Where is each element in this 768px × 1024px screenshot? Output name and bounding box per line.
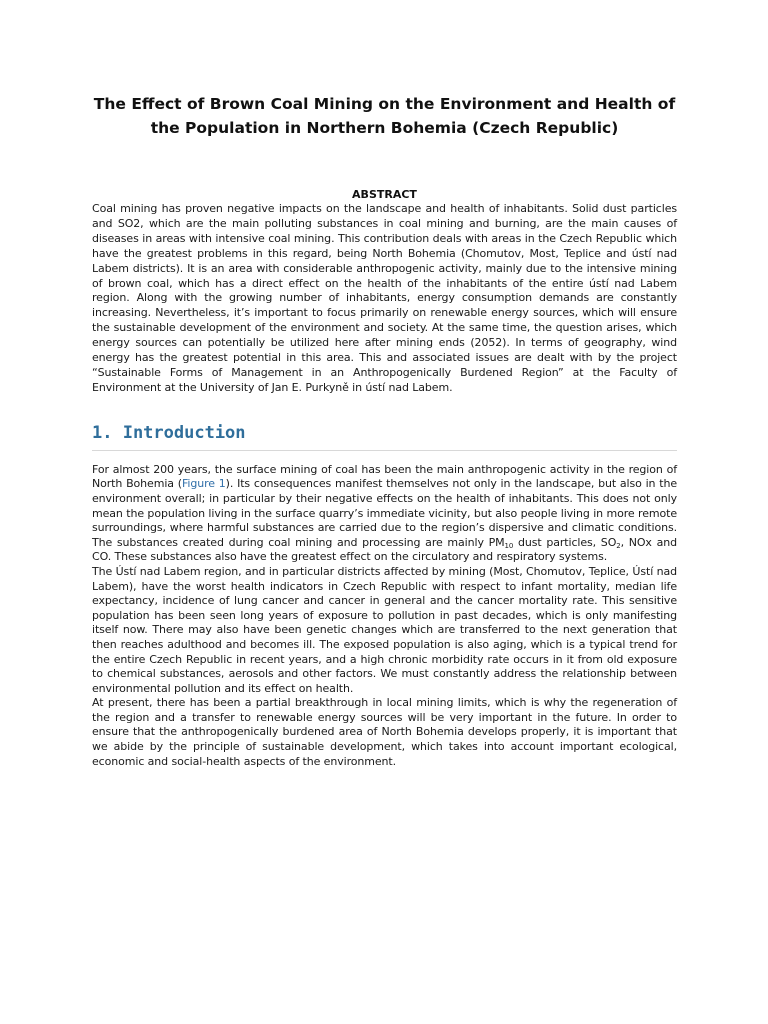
paper-title: The Effect of Brown Coal Mining on the Environment and Health of the Population in Northern Bohemia (Czech Republic) — [93, 95, 676, 137]
intro-paragraph-2: The Ústí nad Labem region, and in particular districts affected by mining (Most, Chomutov, Teplice, Ústí nad Labem), have the worst health indicators in Czech Republic with respect to infant mortality, median life expectancy, incidence of lung cancer and cancer in general and the cancer mortality rate. This sensitive population has been seen long years of exposure to pollution in past decades, which is only manifesting itself now. There may also have been genetic changes which are transferred to the next generation that then reaches adulthood and becomes ill. The exposed population is also aging, which is a typical trend for the entire Czech Republic in recent years, and a high chronic morbidity rate occurs in it from old exposure to chemical substances, aerosols and other factors. We must constantly address the relationship between environmental pollution and its effect on health. — [92, 564, 677, 695]
abstract-heading: ABSTRACT — [352, 188, 417, 201]
intro-paragraph-3: At present, there has been a partial breakthrough in local mining limits, which is why the regeneration of the region and a transfer to renewable energy sources will be very important in the future. In order to ensure that the anthropogenically burdened area of North Bohemia develops properly, it is important that we abide by the principle of sustainable development, which takes into account important ecological, economic and social-health aspects of the environment. — [92, 696, 677, 768]
intro-p1-text-a: For almost 200 years, the surface mining of coal has been the main anthropogenic activity in the region of North Bohemia ( — [92, 462, 677, 491]
document-page — [92, 0, 677, 769]
figure-1-link[interactable]: Figure 1 — [181, 477, 226, 491]
intro-p1-text-b: ). Its consequences manifest themselves not only in the landscape, but also in the environment overall; in particular by their negative effects on the health of inhabitants. This does not only mean the population living in the surface quarry’s immediate vicinity, but also people living in more remote surroundings, where harmful substances are carried due to the region’s dispersive and climatic conditions. The substances created during coal mining and processing are mainly PM — [92, 477, 677, 549]
section-heading-introduction: 1. Introduction — [92, 422, 677, 451]
intro-paragraph-1 — [92, 463, 677, 565]
so-subscript: 2 — [616, 541, 621, 550]
intro-p1-text-d: , NOx and CO. These substances also have the greatest effect on the circulatory and respiratory systems. — [92, 535, 677, 564]
abstract-text: Coal mining has proven negative impacts on the landscape and health of inhabitants. Solid dust particles and SO2, which are the main polluting substances in coal mining and burning, are the main causes of diseases in areas with intensive coal mining. This contribution deals with areas in the Czech Republic which have the greatest problems in this regard, being North Bohemia (Chomutov, Most, Teplice and ústí nad Labem districts). It is an area with considerable anthropogenic activity, mainly due to the intensive mining of brown coal, which has a direct effect on the health of the inhabitants of the entire ústí nad Labem region. Along with the growing number of inhabitants, energy consumption demands are constantly increasing. Nevertheless, it’s important to focus primarily on renewable energy sources, which will ensure the sustainable development of the environment and society. At the same time, the question arises, which energy sources can potentially be utilized here after mining ends (2052). In terms of geography, wind energy has the greatest potential in this area. This and associated issues are dealt with by the project “Sustainable Forms of Management in an Anthropogenically Burdened Region” at the Faculty of Environment at the University of Jan E. Purkyně in ústí nad Labem. — [92, 202, 677, 394]
intro-p1-text-c: dust particles, SO — [513, 535, 617, 549]
pm-subscript: 10 — [504, 541, 514, 550]
